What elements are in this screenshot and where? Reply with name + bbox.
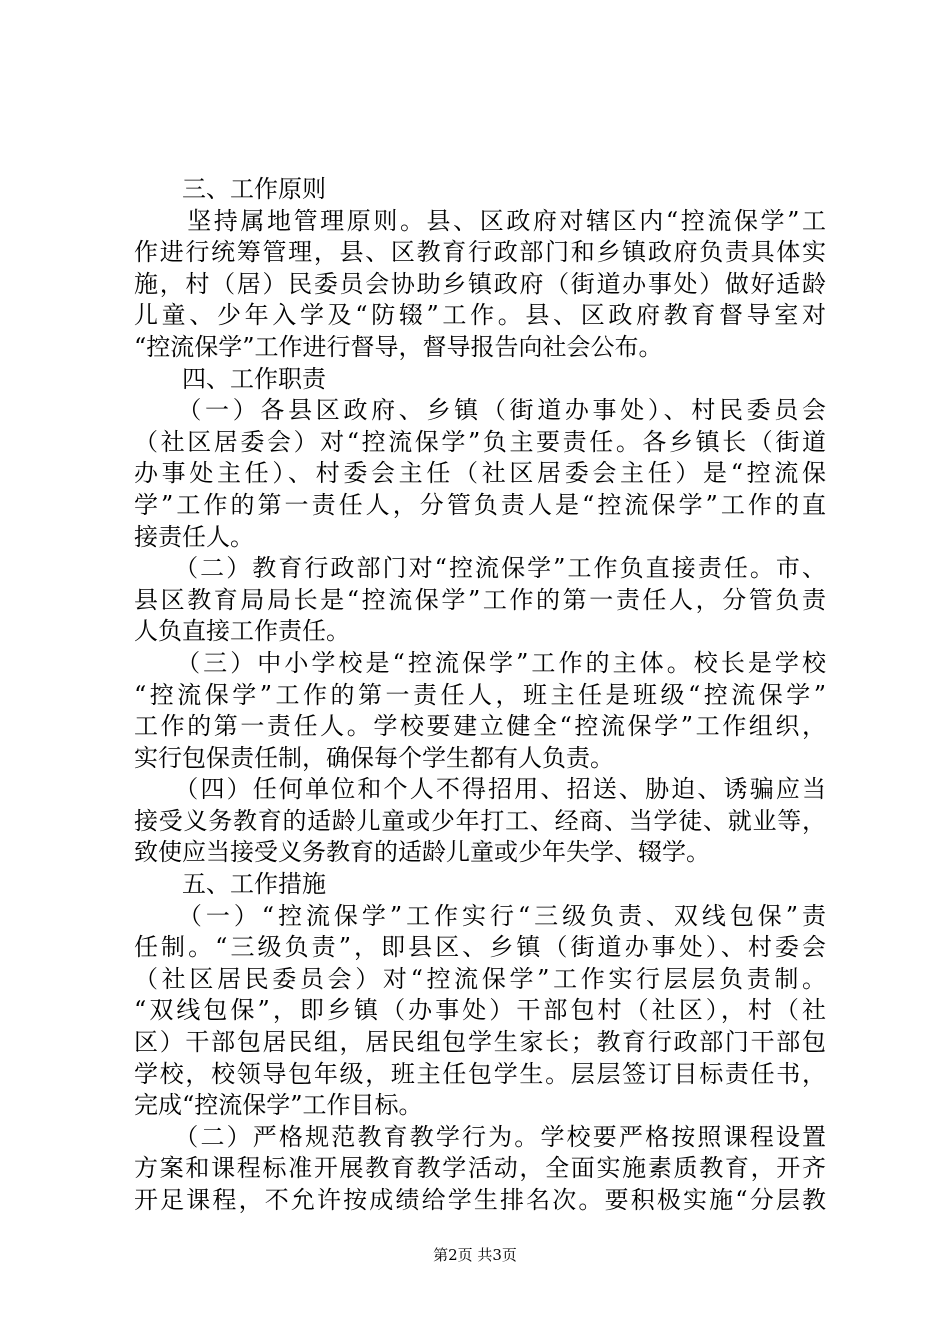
paragraph-line: 工作的第一责任人。学校要建立健全“控流保学”工作组织， (134, 712, 826, 741)
paragraph-line: 施，村（居）民委员会协助乡镇政府（街道办事处）做好适龄 (134, 269, 826, 298)
paragraph-line: 完成“控流保学”工作目标。 (134, 1091, 423, 1120)
paragraph-line: 学”工作的第一责任人，分管负责人是“控流保学”工作的直 (134, 490, 826, 519)
paragraph-line: （二）教育行政部门对“控流保学”工作负直接责任。市、 (134, 554, 826, 583)
paragraph-line: 致使应当接受义务教育的适龄儿童或少年失学、辍学。 (134, 838, 710, 867)
page-number: 第2页 共3页 (433, 1246, 517, 1264)
paragraph-line: （社区居民委员会）对“控流保学”工作实行层层负责制。 (134, 964, 826, 993)
paragraph-line: （三）中小学校是“控流保学”工作的主体。校长是学校 (134, 648, 826, 677)
section-heading-3: 三、工作原则 (134, 175, 326, 203)
paragraph-line: 作进行统筹管理，县、区教育行政部门和乡镇政府负责具体实 (134, 238, 826, 267)
paragraph-line: “控流保学”工作进行督导，督导报告向社会公布。 (134, 332, 663, 361)
paragraph-line: 接责任人。 (134, 522, 254, 551)
paragraph-line: （社区居委会）对“控流保学”负主要责任。各乡镇长（街道 (134, 427, 826, 456)
paragraph-line: （四）任何单位和个人不得招用、招送、胁迫、诱骗应当 (134, 775, 826, 804)
paragraph-line: “控流保学”工作的第一责任人，班主任是班级“控流保学” (134, 680, 826, 709)
paragraph-line: 接受义务教育的适龄儿童或少年打工、经商、当学徒、就业等， (134, 806, 826, 835)
paragraph-line: “双线包保”，即乡镇（办事处）干部包村（社区），村（社 (134, 996, 826, 1025)
paragraph-line: 坚持属地管理原则。县、区政府对辖区内“控流保学”工 (134, 206, 826, 235)
section-heading-4: 四、工作职责 (134, 364, 326, 393)
paragraph-line: 县区教育局局长是“控流保学”工作的第一责任人，分管负责 (134, 585, 826, 614)
paragraph-line: （一）各县区政府、乡镇（街道办事处）、村民委员会 (134, 396, 826, 425)
page-footer (0, 1245, 950, 1265)
paragraph-line: （一）“控流保学”工作实行“三级负责、双线包保”责 (134, 901, 826, 930)
paragraph-line: 实行包保责任制，确保每个学生都有人负责。 (134, 743, 614, 772)
paragraph-line: 人负直接工作责任。 (134, 617, 350, 646)
paragraph-line: （二）严格规范教育教学行为。学校要严格按照课程设置 (134, 1122, 826, 1151)
paragraph-line: 学校，校领导包年级，班主任包学生。层层签订目标责任书， (134, 1059, 826, 1088)
document-body (134, 174, 826, 1217)
paragraph-line: 任制。“三级负责”，即县区、乡镇（街道办事处）、村委会 (134, 933, 826, 962)
paragraph-line: 方案和课程标准开展教育教学活动，全面实施素质教育，开齐 (134, 1154, 826, 1183)
paragraph-line: 儿童、少年入学及“防辍”工作。县、区政府教育督导室对 (134, 301, 826, 330)
paragraph-line: 开足课程，不允许按成绩给学生排名次。要积极实施“分层教 (134, 1186, 826, 1214)
section-heading-5: 五、工作措施 (134, 870, 326, 899)
paragraph-line: 办事处主任）、村委会主任（社区居委会主任）是“控流保 (134, 459, 826, 488)
paragraph-line: 区）干部包居民组，居民组包学生家长；教育行政部门干部包 (134, 1028, 826, 1057)
